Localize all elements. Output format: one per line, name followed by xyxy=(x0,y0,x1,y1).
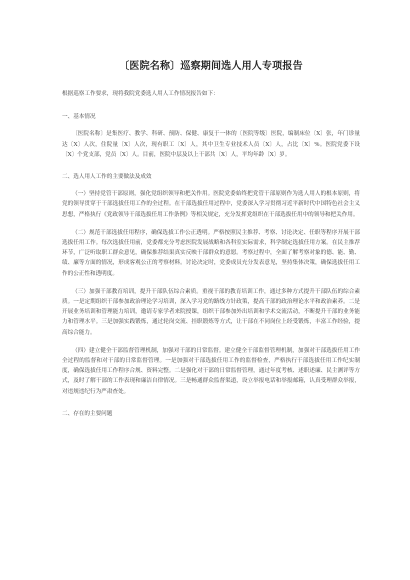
section-heading-basic-info: 一、基本情况 xyxy=(62,114,96,121)
intro-paragraph: 根据巡察工作要求，现将我院党委选人用人工作情况报告如下： xyxy=(62,91,219,97)
section-heading-problems: 二、存在的主要问题 xyxy=(62,410,113,417)
document-title: 〔医院名称〕巡察期间选人用人专项报告 xyxy=(119,61,303,72)
practice-item-4: （四）建立健全干部监督管理机制，加强对干部的日常监督。建立健全干部监督管理机制，加强对干部选拔任用工作全过程的监督和对干部的日常监督管理。一是加强对干部选拔任用工作的监督检查，严格执行干部选拔任用工作纪实制度，确保选拔任用工作程序合规、资料完整。二是强化对干部的日常监督管理，通过年度考核、述职述廉、民主测评等方式，及时了解干部的工作表现和廉洁自律情况。三是畅通群众监督渠道，设立举报电话和举报邮箱，认真受理群众举报，对违规违纪行为严肃查处。 xyxy=(62,347,360,395)
practice-item-2: （二）规范干部选拔任用程序，确保选拔工作公正透明。严格按照民主推荐、考察、讨论决定、任职等程序开展干部选拔任用工作。每次选拔任用前，党委都充分考虑医院发展战略和各科室实际需求，科学制定选拔任用方案。在民主推荐环节，广泛听取职工群众意见，确保推荐结果真实反映干部群众的意愿。考察过程中，全面了解考察对象的德、能、勤、绩、廉等方面的情况，形成客观公正的考察材料。讨论决定时，党委成员充分发表意见，坚持集体决策，确保选拔任用工作的公正性和透明度。 xyxy=(62,229,360,277)
basic-info-paragraph: 〔医院名称〕是集医疗、教学、科研、预防、保健、康复于一体的〔医院等级〕医院，编制床位〔X〕张，年门诊量达〔X〕人次，住院量〔X〕人次，现有职工〔X〕人，其中卫生专业技术人员〔X〕人，占比〔X〕%。医院党委下设〔X〕个党支部，党员〔X〕人。目前，医院中层及以上干部共〔X〕人，平均年龄〔X〕岁。 xyxy=(62,131,360,158)
practice-item-1: （一）坚持党管干部原则，强化党组织领导和把关作用。医院党委始终把党管干部原则作为选人用人的根本原则，将党的领导贯穿于干部选拔任用工作的全过程。在干部选拔任用过程中，党委深入学习贯彻习近平新时代中国特色社会主义思想，严格执行《党政领导干部选拔任用工作条例》等相关规定，充分发挥党组织在干部选拔任用中的领导和把关作用。 xyxy=(62,191,360,218)
section-heading-practices: 二、选人用人工作的主要做法及成效 xyxy=(62,174,152,181)
practice-item-3: （三）加强干部教育培训，提升干部队伍综合素质。重视干部的教育培训工作，通过多种方式提升干部队伍的综合素质。一是定期组织干部参加政治理论学习培训，深入学习党的路线方针政策，提高干部的政治理论水平和政治素养。二是开展业务培训和管理能力培训，邀请专家学者来院授课，组织干部参加外出培训和学术交流活动，不断提升干部的业务能力和管理水平。三是加强实践锻炼，通过轮岗交流、挂职锻炼等方式，让干部在不同岗位上经受锻炼，丰富工作经验，提高综合能力。 xyxy=(62,288,360,336)
